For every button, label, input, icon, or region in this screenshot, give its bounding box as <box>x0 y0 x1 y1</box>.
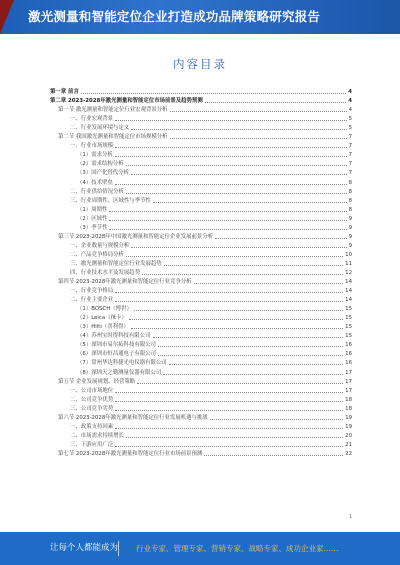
report-title: 激光测量和智能定位企业打造成功品牌策略研究报告 <box>28 9 321 24</box>
toc-entry-title: 三、激光测量和智能定位行业发展趋势 <box>70 260 162 267</box>
toc-entry-page: 7 <box>348 170 352 177</box>
toc-entry-title: （4）苏州宝时得科技有限公司 <box>77 333 151 340</box>
toc-entry[interactable] <box>50 113 352 122</box>
toc-entry-title: （4）技术壁垒 <box>77 179 113 186</box>
toc-entry-title: （1）周期性 <box>77 206 108 213</box>
toc-entry-page: 22 <box>345 450 352 457</box>
toc-entry[interactable] <box>50 385 352 394</box>
footer-banner <box>0 532 400 565</box>
toc-entry-page: 7 <box>348 152 352 159</box>
toc-entry[interactable] <box>50 249 352 258</box>
toc-entry-page: 4 <box>348 98 352 105</box>
toc-leader-dots <box>131 247 346 248</box>
toc-entry-page: 12 <box>345 269 352 276</box>
toc-heading: 内容目录 <box>173 57 227 71</box>
toc-entry-page: 17 <box>345 378 352 385</box>
toc-entry[interactable] <box>50 167 352 176</box>
toc-entry-title: 二、市场需求持续增长 <box>70 432 124 439</box>
toc-entry-page: 16 <box>345 351 352 358</box>
toc-entry-page: 15 <box>345 324 352 331</box>
toc-entry[interactable] <box>50 430 352 439</box>
toc-entry-page: 14 <box>345 297 352 304</box>
toc-leader-dots <box>131 129 346 130</box>
toc-entry-title: （1）BOSCH（博世） <box>77 306 132 313</box>
toc-entry[interactable] <box>50 330 352 339</box>
toc-entry-page: 19 <box>345 423 352 430</box>
toc-entry-page: 8 <box>348 197 352 204</box>
toc-entry-title: 三、行业周期性、区域性与季节性 <box>70 197 151 204</box>
toc-entry-page: 11 <box>345 260 352 267</box>
footer-slogan: 让每个人都能成为 <box>50 543 119 553</box>
toc-entry-title: （2）区域性 <box>77 215 108 222</box>
toc-leader-dots <box>158 346 343 347</box>
toc-entry-title: 四、行业技术水平及发展趋势 <box>70 269 141 276</box>
toc-entry-title: 第一节 激光测量和智能定位行业宏观背景分析 <box>58 107 168 114</box>
footer-divider <box>118 541 119 556</box>
toc-entry-title: 二、产品竞争格局分析 <box>70 251 124 258</box>
header-accent-stripe <box>0 0 14 34</box>
toc-entry[interactable] <box>50 339 352 348</box>
toc-entry-page: 14 <box>345 279 352 286</box>
toc-entry-page: 20 <box>345 432 352 439</box>
toc-leader-dots <box>163 374 343 375</box>
toc-leader-dots <box>115 446 343 447</box>
toc-leader-dots <box>142 274 343 275</box>
page-number: 1 <box>348 514 352 520</box>
toc-entry-page: 4 <box>348 107 352 114</box>
toc-entry-title: （7）常州华达科捷光电仪器有限公司 <box>77 360 167 367</box>
toc-entry-title: （3）国产化替代分析 <box>77 170 129 177</box>
toc-entry-page: 5 <box>348 116 352 123</box>
toc-entry-title: 一、行业竞争格局 <box>70 288 114 295</box>
toc-leader-dots <box>210 419 343 420</box>
toc-entry-page: 18 <box>345 396 352 403</box>
toc-entry-title: 第三节 2023-2028年中国激光测量和智能定位企业发展前景分析 <box>58 233 214 240</box>
toc-entry-page: 15 <box>345 333 352 340</box>
toc-entry[interactable] <box>50 131 352 140</box>
toc-entry-page: 8 <box>348 179 352 186</box>
toc-leader-dots <box>126 256 343 257</box>
toc-entry-page: 4 <box>348 89 352 96</box>
toc-leader-dots <box>170 111 347 112</box>
toc-entry-title: （5）深圳市易尔拓科技有限公司 <box>77 342 156 349</box>
toc-leader-dots <box>115 156 347 157</box>
toc-leader-dots <box>215 238 346 239</box>
table-of-contents <box>50 86 352 457</box>
toc-entry-page: 9 <box>348 215 352 222</box>
toc-entry[interactable] <box>50 439 352 448</box>
toc-leader-dots <box>169 364 343 365</box>
toc-entry-page: 19 <box>345 414 352 421</box>
toc-entry[interactable] <box>50 149 352 158</box>
toc-entry[interactable] <box>50 240 352 249</box>
toc-entry-page: 15 <box>345 315 352 322</box>
toc-entry-title: 第五节 企业发展规划、经营策略 <box>58 378 136 385</box>
toc-leader-dots <box>81 93 346 94</box>
toc-entry[interactable] <box>50 276 352 285</box>
toc-entry-page: 7 <box>348 143 352 150</box>
footer-tagline: 行业专家、管理专家、营销专家、战略专家、成功企业家…… <box>136 544 339 553</box>
toc-leader-dots <box>115 292 343 293</box>
header-banner <box>0 0 400 34</box>
toc-entry[interactable] <box>50 258 352 267</box>
toc-entry[interactable] <box>50 222 352 231</box>
toc-entry-page: 7 <box>348 161 352 168</box>
toc-leader-dots <box>115 401 343 402</box>
toc-entry-title: 一、公司市场地位 <box>70 387 114 394</box>
toc-leader-dots <box>115 184 347 185</box>
toc-leader-dots <box>115 410 343 411</box>
toc-leader-dots <box>170 138 347 139</box>
toc-leader-dots <box>115 120 346 121</box>
toc-entry-title: 二、行业主要企业 <box>70 297 114 304</box>
toc-entry[interactable] <box>50 366 352 375</box>
toc-entry-title: 第二章 2023-2028年激光测量和智能定位市场前景及趋势预测 <box>50 98 203 105</box>
toc-entry[interactable] <box>50 104 352 113</box>
toc-entry-title: 三、公司竞争劣势 <box>70 405 114 412</box>
toc-leader-dots <box>115 147 346 148</box>
toc-leader-dots <box>115 301 343 302</box>
toc-leader-dots <box>164 265 343 266</box>
toc-leader-dots <box>131 328 343 329</box>
toc-leader-dots <box>134 310 343 311</box>
toc-entry[interactable] <box>50 321 352 330</box>
toc-entry-page: 16 <box>345 360 352 367</box>
toc-entry-page: 14 <box>345 288 352 295</box>
toc-entry[interactable] <box>50 231 352 240</box>
toc-entry-title: 第二节 我国激光测量和智能定位市场规模分析 <box>58 134 168 141</box>
toc-entry-title: 一、行业宏观背景 <box>70 116 114 123</box>
toc-entry[interactable] <box>50 412 352 421</box>
toc-entry[interactable] <box>50 312 352 321</box>
toc-leader-dots <box>109 220 346 221</box>
toc-entry-page: 7 <box>348 134 352 141</box>
toc-entry[interactable] <box>50 95 352 104</box>
toc-entry[interactable] <box>50 204 352 213</box>
toc-entry[interactable] <box>50 294 352 303</box>
toc-entry[interactable] <box>50 186 352 195</box>
toc-entry[interactable] <box>50 86 352 95</box>
toc-leader-dots <box>205 102 347 103</box>
toc-entry-title: （2）需求结构分析 <box>77 161 124 168</box>
toc-entry-title: 二、公司竞争优势 <box>70 396 114 403</box>
toc-leader-dots <box>115 428 343 429</box>
toc-entry-title: 二、行业供给情况分析 <box>70 188 124 195</box>
toc-entry-page: 21 <box>345 441 352 448</box>
toc-leader-dots <box>126 437 343 438</box>
toc-entry-page: 8 <box>348 188 352 195</box>
toc-entry-page: 18 <box>345 405 352 412</box>
toc-entry-page: 9 <box>348 242 352 249</box>
toc-entry-title: 一、政策支持因素 <box>70 423 114 430</box>
toc-entry-title: 一、行业市场规模 <box>70 143 114 150</box>
toc-entry[interactable] <box>50 176 352 185</box>
toc-entry[interactable] <box>50 376 352 385</box>
toc-entry-page: 9 <box>348 233 352 240</box>
toc-entry-title: 一、企业数量与规模分析 <box>70 242 130 249</box>
toc-leader-dots <box>153 202 347 203</box>
toc-leader-dots <box>109 229 346 230</box>
toc-entry-title: 二、行业发展环境与定义 <box>70 125 130 132</box>
toc-entry-title: 第七节 2023-2028年激光测量和智能定位行业市场前景预测 <box>58 450 203 457</box>
toc-entry[interactable] <box>50 195 352 204</box>
toc-entry[interactable] <box>50 285 352 294</box>
toc-entry[interactable] <box>50 421 352 430</box>
toc-entry-title: （6）深圳市恒昌通电子有限公司 <box>77 351 156 358</box>
toc-entry-title: （1）需求分析 <box>77 152 113 159</box>
toc-entry-title: （8）深圳天之勤测量仪器有限公司 <box>77 369 162 376</box>
toc-leader-dots <box>158 355 343 356</box>
toc-entry[interactable] <box>50 213 352 222</box>
toc-entry-page: 15 <box>345 306 352 313</box>
toc-entry-page: 9 <box>348 224 352 231</box>
toc-leader-dots <box>194 283 344 284</box>
toc-entry-title: 第四节 2023-2028年激光测量和智能定位行业竞争分析 <box>58 279 192 286</box>
toc-leader-dots <box>126 165 347 166</box>
toc-leader-dots <box>126 193 347 194</box>
toc-entry[interactable] <box>50 448 352 457</box>
toc-leader-dots <box>109 211 346 212</box>
toc-entry[interactable] <box>50 267 352 276</box>
toc-entry-page: 8 <box>348 206 352 213</box>
toc-leader-dots <box>204 455 343 456</box>
toc-entry-page: 17 <box>345 369 352 376</box>
toc-leader-dots <box>131 174 347 175</box>
toc-entry[interactable] <box>50 140 352 149</box>
toc-entry-page: 10 <box>345 251 352 258</box>
toc-entry[interactable] <box>50 357 352 366</box>
toc-entry-title: 三、下游应用广泛 <box>70 441 114 448</box>
toc-entry-page: 5 <box>348 125 352 132</box>
toc-entry-title: （3）Hilti（喜利得） <box>77 324 129 331</box>
toc-entry[interactable] <box>50 158 352 167</box>
toc-entry-page: 16 <box>345 342 352 349</box>
toc-entry-page: 17 <box>345 387 352 394</box>
toc-entry[interactable] <box>50 403 352 412</box>
toc-entry-title: （2）Leica（徕卡） <box>77 315 127 322</box>
toc-entry[interactable] <box>50 122 352 131</box>
toc-entry[interactable] <box>50 303 352 312</box>
toc-entry[interactable] <box>50 394 352 403</box>
toc-entry-title: 第一章 前言 <box>50 89 79 96</box>
toc-entry[interactable] <box>50 348 352 357</box>
toc-leader-dots <box>153 337 344 338</box>
toc-leader-dots <box>137 383 343 384</box>
toc-entry-title: 第六节 2023-2028年激光测量和智能定位行业发展机遇与挑战 <box>58 414 208 421</box>
toc-leader-dots <box>129 319 343 320</box>
toc-leader-dots <box>115 392 343 393</box>
toc-entry-title: （3）季节性 <box>77 224 108 231</box>
